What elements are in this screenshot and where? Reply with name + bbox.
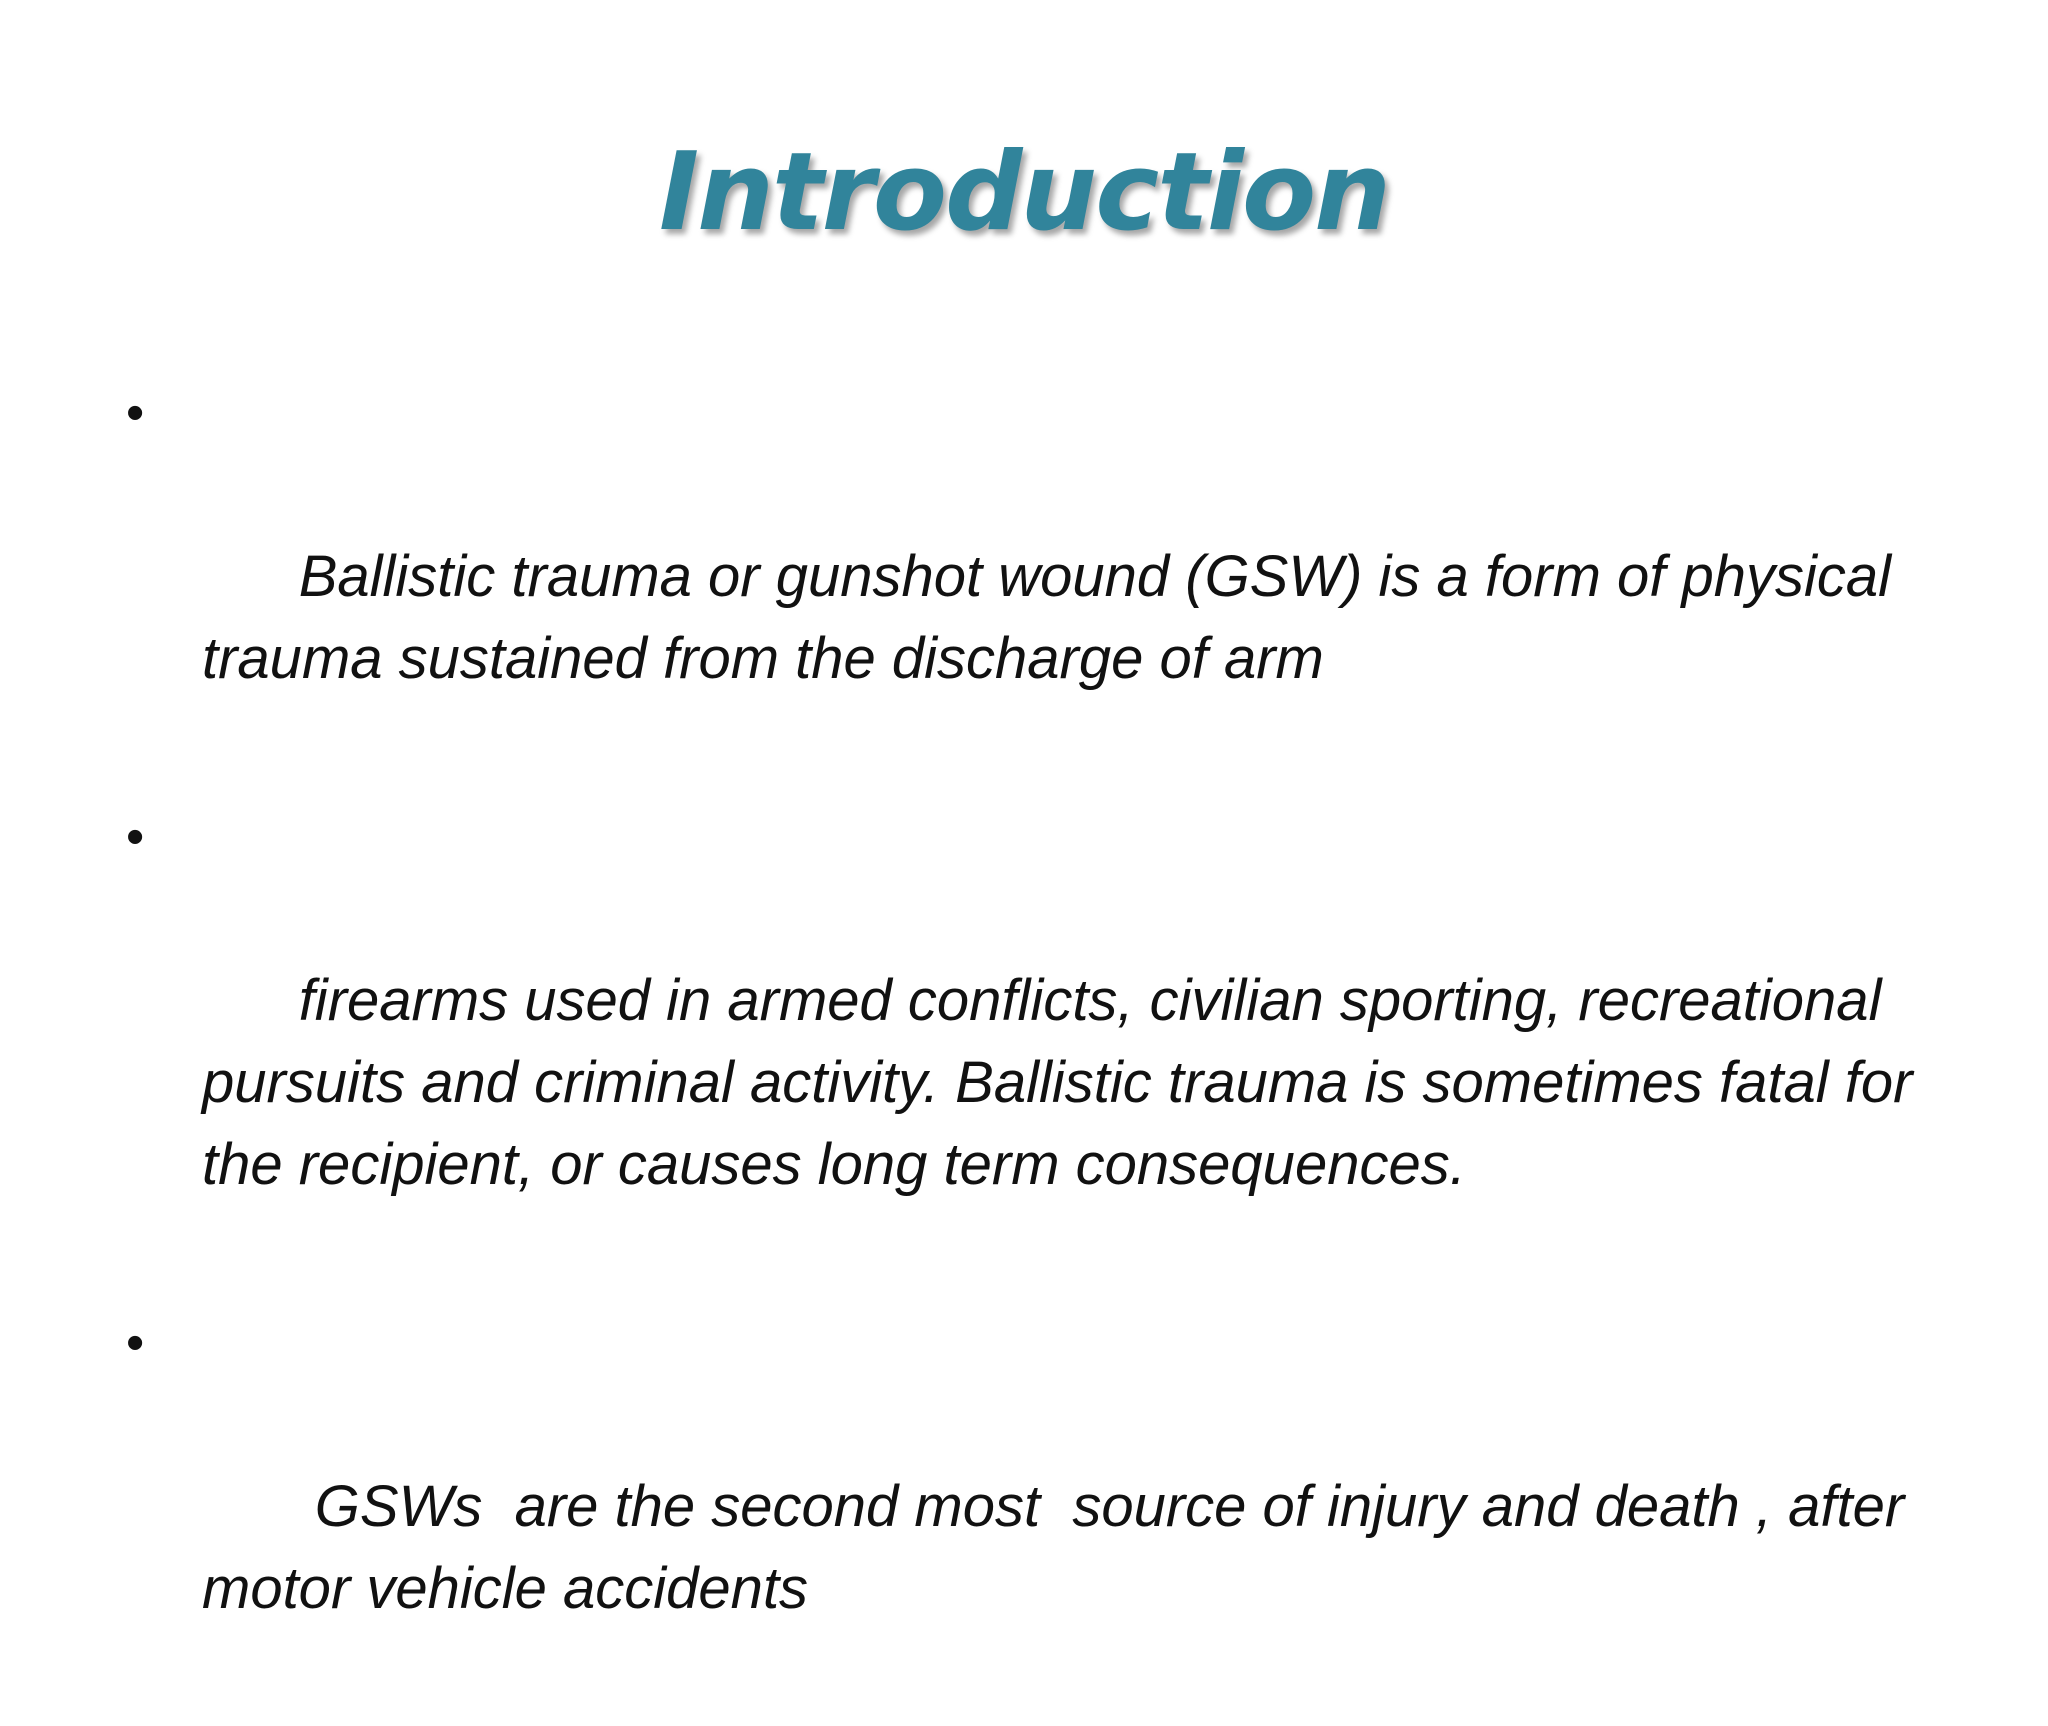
bullet-dot-icon: • [126, 384, 145, 442]
bullet-item [120, 1302, 1950, 1712]
slide-title: Introduction [658, 130, 1390, 255]
bullet-text: firearms used in armed conflicts, civilian sporting, recreational pursuits and criminal activity. Ballistic trauma is sometimes fatal for the recipient, or causes long term consequences. [202, 968, 1929, 1197]
bullet-dot-icon: • [126, 808, 145, 866]
bullet-text: Ballistic trauma or gunshot wound (GSW) is a form of physical trauma sustained from the discharge of arm [202, 544, 1908, 691]
bullet-list [120, 372, 1950, 1726]
bullet-dot-icon: • [126, 1314, 145, 1372]
bullet-item [120, 796, 1950, 1288]
bullet-item [120, 372, 1950, 782]
bullet-text: GSWs are the second most source of injury and death , after motor vehicle accidents [202, 1474, 1921, 1621]
